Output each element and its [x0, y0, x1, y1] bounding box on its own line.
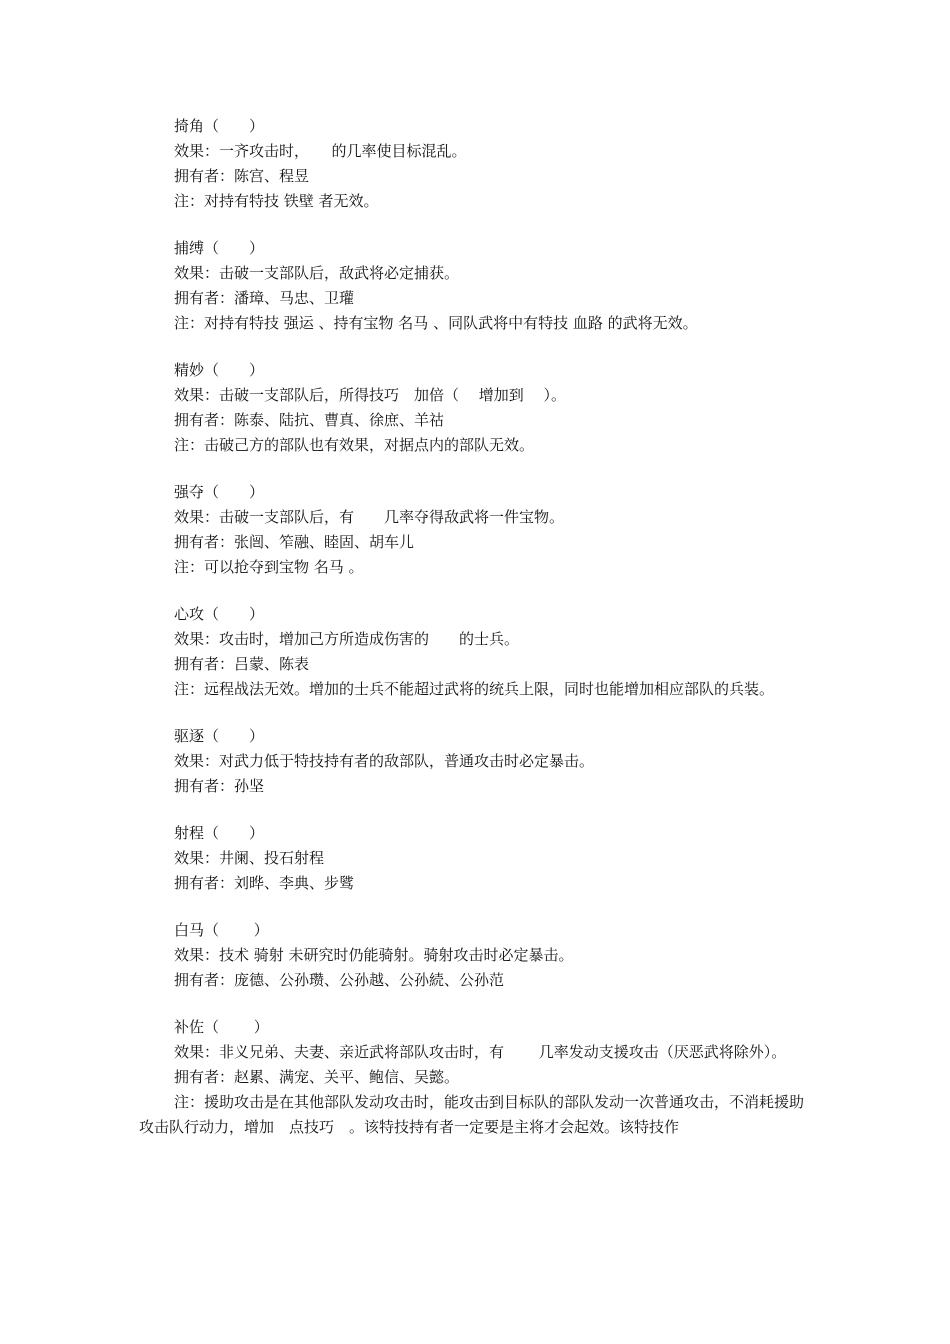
skill-entry-quzhu: [139, 724, 817, 799]
skill-effect: 效果：击破一支部队后，有 几率夺得敌武将一件宝物。: [174, 508, 565, 526]
skill-title: 白马（ ）: [174, 921, 269, 939]
skill-note: 注：击破己方的部队也有效果，对据点内的部队无效。: [174, 436, 535, 454]
skill-owners: 拥有者：陈宫、程昱: [174, 167, 310, 185]
skill-title: 补佐（ ）: [174, 1018, 269, 1036]
skill-effect: 效果：攻击时，增加己方所造成伤害的 的士兵。: [174, 630, 520, 648]
skill-title: 射程（ ）: [174, 824, 265, 842]
skill-note: 注：远程战法无效。增加的士兵不能超过武将的统兵上限，同时也能增加相应部队的兵装。: [174, 680, 775, 698]
skill-effect: 效果：击破一支部队后，敌武将必定捕获。: [174, 264, 460, 282]
skill-owners: 拥有者：张闿、笮融、睦固、胡车儿: [174, 533, 415, 551]
skill-owners: 拥有者：潘璋、马忠、卫瓘: [174, 289, 355, 307]
skill-note: 注：对持有特技 铁壁 者无效。: [174, 192, 379, 210]
skill-owners: 拥有者：孙坚: [174, 777, 265, 795]
skill-title: 心攻（ ）: [174, 605, 265, 623]
skill-title: 掎角（ ）: [174, 117, 265, 135]
skill-entry-shecheng: [139, 821, 817, 896]
skill-effect: 效果：一齐攻击时， 的几率使目标混乱。: [174, 142, 467, 160]
skill-owners: 拥有者：赵累、满宠、关平、鲍信、吴懿。: [174, 1068, 460, 1086]
skill-note: 注：可以抢夺到宝物 名马 。: [174, 558, 364, 576]
skill-owners: 拥有者：陈泰、陆抗、曹真、徐庶、羊祜: [174, 411, 445, 429]
skill-owners: 拥有者：刘晔、李典、步骘: [174, 874, 355, 892]
skill-effect: 效果：对武力低于特技持有者的敌部队，普通攻击时必定暴击。: [174, 752, 595, 770]
skill-title: 驱逐（ ）: [174, 727, 265, 745]
skill-title: 强夺（ ）: [174, 483, 265, 501]
skill-entry-xingong: [139, 602, 817, 702]
skill-entry-buzuo: [139, 1015, 817, 1140]
skill-effect: 效果：技术 骑射 未研究时仍能骑射。骑射攻击时必定暴击。: [174, 946, 574, 964]
skill-entry-baima: [139, 918, 817, 993]
skill-entry-jijiao: [139, 114, 817, 214]
skill-title: 捕缚（ ）: [174, 239, 265, 257]
skill-effect: 效果：非义兄弟、夫妻、亲近武将部队攻击时，有 几率发动支援攻击（厌恶武将除外）。: [174, 1043, 787, 1061]
skill-list: [139, 114, 817, 1162]
skill-note: 注：援助攻击是在其他部队发动攻击时，能攻击到目标队的部队发动一次普通攻击，不消耗援助攻击队行动力，增加 点技巧 。该特技持有者一定要是主将才会起效。该特技作: [139, 1093, 805, 1136]
skill-owners: 拥有者：庞德、公孙瓒、公孙越、公孙続、公孙范: [174, 971, 505, 989]
skill-owners: 拥有者：吕蒙、陈表: [174, 655, 310, 673]
skill-effect: 效果：井阑、投石射程: [174, 849, 325, 867]
skill-entry-jingmiao: [139, 358, 817, 458]
skill-effect: 效果：击破一支部队后，所得技巧 加倍（ 增加到 ）。: [174, 386, 567, 404]
skill-title: 精妙（ ）: [174, 361, 265, 379]
skill-entry-qiangduo: [139, 480, 817, 580]
skill-note: 注：对持有特技 强运 、持有宝物 名马 、同队武将中有特技 血路 的武将无效。: [174, 314, 698, 332]
skill-entry-bufu: [139, 236, 817, 336]
